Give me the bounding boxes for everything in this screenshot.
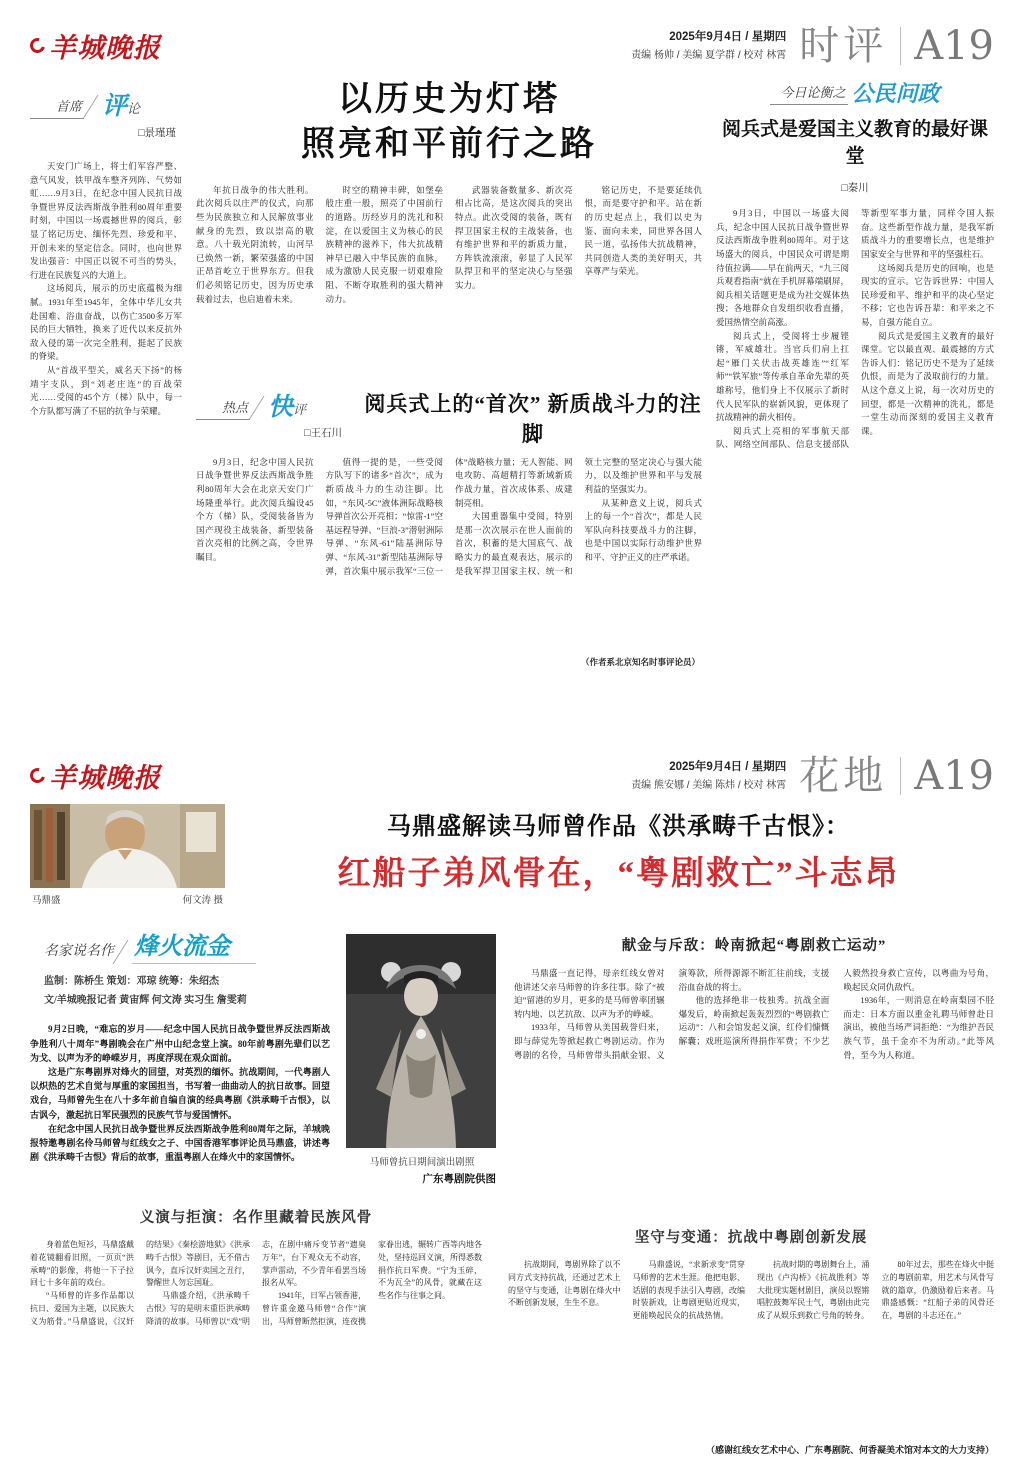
logo-emblem-icon	[27, 765, 47, 785]
paper-name: 羊城晚报	[49, 33, 161, 64]
lead-article-left-text: 天安门广场上，将士们军容严整、意气风发，铁甲战车整齐列阵、气势如虹……9月3日，在纪念中国人民抗日战争暨世界反法西斯战争胜利80周年重要时刻，中国以一场震撼世界的阅兵，彰显了铭记历史、缅怀先烈、珍爱和平、开创未来的坚定信念。同时，也向世界发出强音：中国正以锐不可当的势头，行进在民族复兴的大道上。 这场阅兵，展示的历史底蕴极为细腻。1931年至1945年，全体中华儿女共赴国难、浴血奋战，以伤亡3500多万军民的巨大牺牲，换来了近代以来反抗外敌入侵的第一次完全胜利，挺起了民族的脊梁。 从“首战平型关，威名天下扬”的杨靖宇支队，到“刘老庄连”的百战荣光……受阅的45个方（梯）队中，每一个方队都写满了不屈的抗争与荣耀。	[30, 161, 182, 416]
label-big: 评	[102, 93, 128, 120]
opera-photo-block	[346, 934, 498, 1186]
chapter-yiyan-header: 义演与拒演：名作里藏着民族风骨	[139, 1210, 373, 1226]
ma-dingsheng-photo	[30, 804, 225, 888]
hotspot-headline: 阅兵式上的“首次” 新质战斗力的注脚	[364, 391, 702, 446]
huadi-headline-block	[243, 804, 994, 906]
chapter-yiyan	[30, 1206, 482, 1477]
center-column	[196, 78, 702, 706]
chapter-xianjin-header: 献金与斥敌：岭南掀起“粤剧救亡运动”	[621, 938, 887, 954]
huadi-middle-row	[30, 934, 994, 1186]
lead-byline: □景瑾瑾	[138, 127, 176, 139]
masthead-meta	[631, 757, 786, 795]
label-pre: 首席	[30, 96, 84, 119]
page-huadi	[0, 730, 1024, 1455]
huadi-right-area	[346, 934, 994, 1186]
hotspot-attribution: （作者系北京知名时事评论员）	[577, 656, 700, 670]
hotspot-article-paragraphs: 9月3日，纪念中国人民抗日战争暨世界反法西斯战争胜利80周年大会在北京天安门广场隆重举行。此次阅兵编设45个方（梯）队，受阅装备皆为国产现役主战装备，新型装备首次亮相的比例之高，令世界瞩目。 值得一提的是，一些受阅方队写下的诸多“首次”，成为新质战斗力的生动注脚。比如，“东风-5C”液体洲际战略核导弹首次公开亮相；“惊雷-1”空基远程导弹、“巨浪-3”潜射洲际导弹、“东风-61”陆基洲际导弹、“东风-31”新型陆基洲际导弹，首次集中展示我军“三位一体”战略核力量；无人智能、网电攻防、高超精打等新域新质作战力量，首次成体系、成建制亮相。 大国重器集中受阅，特别是那一次次展示在世人面前的首次，积蓄的是大国底气、战略实力的最直观表达，展示的是我军捍卫国家主权、统一和领土完整的坚定决心与强大能力，以及维护世界和平与发展利益的坚强实力。 从某种意义上说，阅兵式上的每一个“首次”，都是人民军队向科技要战斗力的注脚，也是中国以实际行动维护世界和平、守护正义的庄严承诺。	[196, 456, 702, 576]
staff-line: 责编 杨帅 / 美编 夏学群 / 校对 林霄	[631, 50, 787, 62]
label-big: 烽火流金	[132, 934, 256, 964]
top-content	[0, 78, 1024, 706]
credits-line2: 文/羊城晚报记者 黄宙辉 何文涛 实习生 詹雯莉	[44, 995, 247, 1007]
masthead-right	[631, 23, 994, 69]
chapter-xianjin	[514, 934, 994, 1186]
lead-headline-line2: 照亮和平前行之路	[301, 125, 597, 163]
civic-byline: □秦川	[841, 182, 869, 195]
label-post: 论	[127, 101, 141, 116]
chapter-jianshou-header: 坚守与变通：抗战中粤剧创新发展	[634, 1230, 868, 1246]
civic-column	[716, 78, 994, 706]
huadi-bottom-row	[30, 1206, 994, 1477]
label-post: 评	[293, 402, 307, 418]
masthead-meta	[631, 27, 786, 65]
photo2-caption: 马师曾抗日期间演出剧照	[369, 1158, 475, 1168]
huadi-headline-main: 红船子弟风骨在，“粤剧救亡”斗志昂	[337, 856, 900, 892]
label-pre: 今日论衡之	[770, 82, 847, 105]
masthead-top	[0, 0, 1024, 69]
chief-comment-column	[30, 78, 182, 706]
lead-headline-line1: 以历史为灯塔	[338, 81, 560, 118]
huadi-intro-text: 9月2日晚，“难忘的岁月——纪念中国人民抗日战争暨世界反法西斯战争胜利八十周年”粤剧晚会在广州中山纪念堂上演。80年前粤剧先辈们以艺为戈、以声为矛的峥嵘岁月，再度浮现在观众面前。 这是广东粤剧界对烽火的回望，对英烈的缅怀。抗战期间，一代粤剧人以炽热的艺术自觉与厚重的家国担当，书写着一曲曲动人的抗日故事。回望戏台，马师曾先生在八十多年前自编自演的经典粤剧《洪承畴千古恨》，以古讽今，激起抗日军民强烈的民族气节与爱国情怀。 在纪念中国人民抗日战争暨世界反法西斯战争胜利80周年之际，羊城晚报特邀粤剧名伶马师曾与红线女之子、中国香港军事评论员马鼎盛，讲述粤剧《洪承畴千古恨》背后的故事，重温粤剧人在烽火中的家国情怀。	[30, 1024, 330, 1163]
paper-logo	[30, 26, 161, 65]
opera-photo-image	[346, 934, 496, 1148]
page-shiping	[0, 0, 1024, 730]
paper-name: 羊城晚报	[49, 763, 161, 794]
masthead-bottom	[0, 730, 1024, 799]
civic-headline: 阅兵式是爱国主义教育的最好课堂	[721, 119, 988, 167]
hotspot-article-text	[196, 456, 702, 706]
section-name: 花地	[799, 753, 888, 798]
bottom-content	[0, 804, 1024, 1477]
masthead-divider	[900, 27, 901, 65]
issue-date: 2025年9月4日 / 星期四	[669, 761, 787, 774]
chapter-jianshou-text: 抗战期间，粤剧界除了以不同方式支持抗战，还通过艺术上的坚守与变通，让粤剧在烽火中不断创新发展，生生不息。 马鼎盛说，“求新求变”贯穿马师曾的艺术生涯。他把电影、话剧的表现手法引入粤剧，改编时装新戏，让粤剧更贴近现实，更能唤起民众的抗战热情。 抗战时期的粤剧舞台上，涌现出《卢沟桥》《抗战胜利》等大批现实题材剧目，演员以铿锵唱腔鼓舞军民士气，粤剧由此完成了从娱乐到救亡号角的转身。 80年过去，那些在烽火中挺立的粤剧前辈，用艺术与风骨写就的篇章，仍激励着后来者。马鼎盛感慨：“红船子弟的风骨还在，粤剧的斗志还在。”	[508, 1260, 994, 1321]
famous-works-label	[30, 934, 330, 964]
chief-comment-label	[30, 94, 182, 119]
section-name: 时评	[799, 23, 888, 68]
hotspot-labelbox	[196, 395, 364, 440]
hotspot-label	[196, 395, 364, 420]
chapter-jianshou	[508, 1206, 994, 1477]
masthead-divider	[900, 757, 901, 795]
ma-dingsheng-photo-image	[30, 804, 225, 888]
label-pre: 名家说名作	[44, 944, 114, 960]
huadi-left-column	[30, 934, 330, 1186]
hotspot-header	[196, 390, 702, 446]
label-big: 公民问政	[851, 81, 940, 106]
hotspot-byline: □王石川	[304, 427, 342, 440]
ma-dingsheng-photo-block	[30, 804, 225, 906]
logo-emblem-icon	[27, 35, 47, 55]
lead-headline	[196, 78, 702, 168]
acknowledgement-note: （感谢红线女艺术中心、广东粤剧院、何香凝美术馆对本文的大力支持）	[705, 1445, 994, 1455]
label-big: 快	[268, 394, 294, 422]
chapter-xianjin-text: 马鼎盛一直记得，母亲红线女曾对他讲述父亲马师曾的许多往事。除了“被迫”留港的岁月，更多的是马师曾率团辗转内地、以艺抗敌、以声为矛的峥嵘。 1933年，马师曾从美国载誉归来，即与薛觉先等掀起救亡粤剧运动。作为粤剧的名伶，马师曾带头捐献金银、义演筹款，所得源源不断汇往前线，支援浴血奋战的将士。 他的选择绝非一枝独秀。抗战全面爆发后，岭南掀起轰轰烈烈的“粤剧救亡运动”：八和会馆发起义演，红伶们慷慨解囊；戏班巡演所得捐作军费；不少艺人毅然投身救亡宣传，以粤曲为号角，唤起民众同仇敌忾。 1936年，一则消息在岭南梨园不胫而走：日本方面以重金礼聘马师曾赴日演出，被他当场严词拒绝：“为维护吾民族气节，虽千金亦不为所动。”此等风骨，至今为人称道。	[514, 968, 994, 1060]
civic-label	[716, 82, 994, 105]
photo2-credit: 广东粤剧院供图	[422, 1174, 496, 1185]
opera-photo	[346, 934, 496, 1148]
credits-block	[30, 972, 330, 1010]
photo1-caption-credit: 何文涛 摄	[182, 896, 223, 906]
staff-line: 责编 熊安娜 / 美编 陈炜 / 校对 林霄	[631, 780, 787, 792]
credits-line1: 监制：陈桥生 策划：邓琼 统筹：朱绍杰	[44, 976, 219, 988]
chapter-yiyan-text: 身着蓝色短衫，马鼎盛戴着花镜翻看旧照，一页页“洪承畴”的影像，将他一下子拉回七十多年前的戏台。 “马师曾的许多作品都以抗日、爱国为主题，以民族大义为筋骨。”马鼎盛说，《汉奸的结果》《秦桧游地狱》《洪承畴千古恨》等剧目，无不借古讽今，直斥汉奸卖国之丑行，警醒世人勿忘国耻。 马鼎盛介绍，《洪承畴千古恨》写的是明末重臣洪承畴降清的故事。马师曾以“戏”明志，在剧中痛斥变节者“遗臭万年”，台下观众无不动容，掌声雷动，不少青年看罢当场报名从军。 1941年，日军占领香港，曾许重金邀马师曾“合作”演出，马师曾断然拒演，连夜携家眷出逃，辗转广西等内地各处，坚持巡回义演，所得悉数捐作抗日军费。“宁为玉碎，不为瓦全”的风骨，就藏在这些名作与往事之间。	[30, 1240, 482, 1326]
photo1-caption-name: 马鼎盛	[32, 896, 61, 906]
label-pre: 热点	[196, 397, 250, 420]
huadi-header-row	[30, 804, 994, 906]
huadi-headline-kicker: 马鼎盛解读马师曾作品《洪承畴千古恨》：	[387, 814, 850, 840]
photo1-caption	[30, 892, 225, 906]
paper-logo	[30, 756, 161, 795]
issue-date: 2025年9月4日 / 星期四	[669, 31, 787, 44]
civic-article-text: 9月3日，中国以一场盛大阅兵，纪念中国人民抗日战争暨世界反法西斯战争胜利80周年。对于这场盛大的阅兵，中国民众可谓是期待值拉满——早在前两天，“九三阅兵观看指南”就在手机屏幕端刷屏，阅兵相关话题更是成为社交媒体热搜；各地群众自发组织收看直播，爱国热情空前高涨。 阅兵式上，受阅将士步履铿锵，军威雄壮。当官兵们肩上扛起“雁门关伏击战英雄连”“红军师”“铁军旅”等传承自革命先辈的英雄称号，他们身上不仅展示了新时代人民军队的崭新风貌，更体现了抗战精神的薪火相传。 阅兵式上亮相的军事航天部队、网络空间部队、信息支援部队等新型军事力量，同样令国人振奋。这些新型作战力量，是我军新质战斗力的重要增长点，也是维护国家安全与世界和平的坚强柱石。 这场阅兵是历史的回响，也是现实的宣示。它告诉世界：中国人民珍爱和平、维护和平的决心坚定不移；它也告诉吾辈：和平来之不易，自强方能自立。 阅兵式是爱国主义教育的最好课堂。它以最直观、最震撼的方式告诉人们：铭记历史不是为了延续仇恨，而是为了汲取前行的力量。从这个意义上说，每一次对历史的回望，都是一次精神的洗礼，都是一堂生动而深刻的爱国主义教育课。	[716, 208, 994, 450]
page-number: A19	[914, 23, 994, 69]
masthead-right	[631, 753, 994, 799]
page-number: A19	[914, 753, 994, 799]
lead-article-main-text: 年抗日战争的伟大胜利。此次阅兵以庄严的仪式，向那些为民族独立和人民解放事业献身的先烈，致以崇高的敬意。八十载光阴流转，山河早已焕然一新，繁荣强盛的中国正昂首屹立于世界东方。但我们必须铭记历史，因为历史承载着过去，也启迪着未来。 时空的精神丰碑，如堡垒般庄重一般，照亮了中国前行的道路。历经岁月的洗礼和积淀，在以爱国主义为核心的民族精神的滋养下，伟大抗战精神早已融入中华民族的血脉，成为激励人民克服一切艰难险阻、不断夺取胜利的强大精神动力。 武器装备数量多、新次亮相占比高，是这次阅兵的突出特点。此次受阅的装备，既有捍卫国家主权的主战装备，也有维护世界和平的新质力量，方阵铁流滚滚，彰显了人民军队捍卫和平的坚定决心与坚强实力。 铭记历史，不是要延续仇恨，而是要守护和平。站在新的历史起点上，我们以史为鉴、面向未来，同世界各国人民一道，弘扬伟大抗战精神，共同创造人类的美好明天，共享尊严与荣光。	[196, 184, 702, 304]
